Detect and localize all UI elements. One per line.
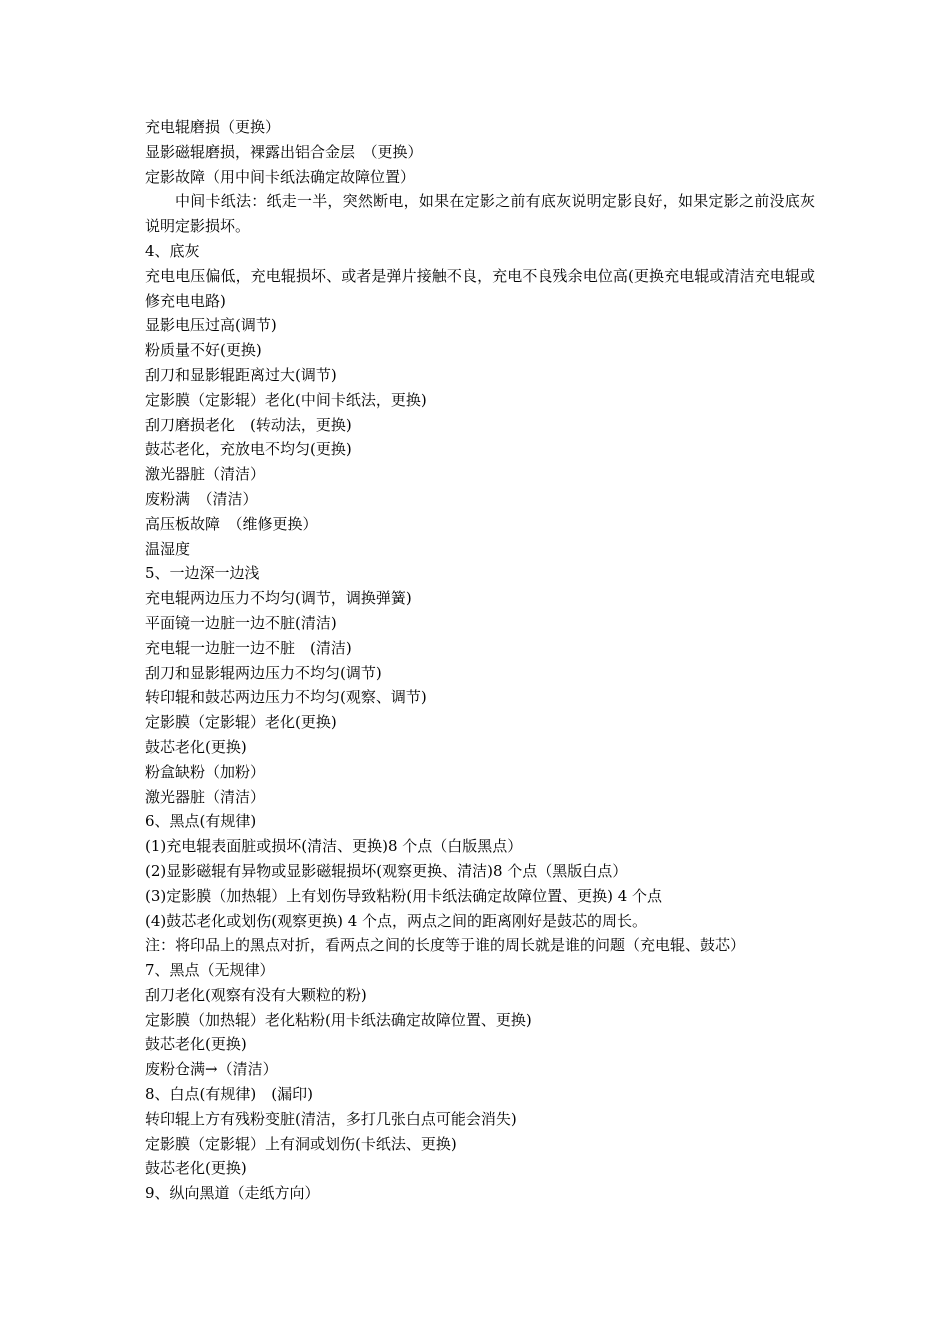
text-line: 8、白点(有规律) (漏印): [145, 1085, 313, 1104]
text-paragraph: 充电电压偏低，充电辊损坏、或者是弹片接触不良，充电不良残余电位高(更换充电辊或清洁充电辊或修充电电路): [145, 266, 815, 310]
text-line: 粉质量不好(更换): [145, 341, 262, 360]
text-line: 7、黑点（无规律）: [145, 961, 275, 980]
text-line: 充电辊两边压力不均匀(调节，调换弹簧): [145, 589, 412, 608]
text-line: 激光器脏（清洁）: [145, 465, 266, 484]
text-line: 定影故障（用中间卡纸法确定故障位置）: [145, 167, 416, 186]
text-line: 转印辊上方有残粉变脏(清洁，多打几张白点可能会消失): [145, 1109, 517, 1128]
text-line: 鼓芯老化(更换): [145, 1035, 247, 1054]
text-line: 定影膜（定影辊）老化(中间卡纸法，更换): [145, 390, 427, 409]
text-line: (3)定影膜（加热辊）上有划伤导致粘粉(用卡纸法确定故障位置、更换) 4 个点: [145, 886, 663, 905]
text-line: 充电辊一边脏一边不脏 (清洁): [145, 638, 352, 657]
text-line: 显影电压过高(调节): [145, 316, 277, 335]
text-line: (2)显影磁辊有异物或显影磁辊损坏(观察更换、清洁)8 个点（黑版白点）: [145, 861, 628, 880]
text-line: 刮刀磨损老化 (转动法，更换): [145, 415, 352, 434]
text-line: 刮刀和显影辊两边压力不均匀(调节): [145, 663, 382, 682]
text-line: 4、底灰: [145, 241, 200, 260]
text-line: 定影膜（定影辊）老化(更换): [145, 713, 337, 732]
text-line: 激光器脏（清洁）: [145, 787, 266, 806]
text-line: 定影膜（加热辊）老化粘粉(用卡纸法确定故障位置、更换): [145, 1010, 532, 1029]
text-line: 5、一边深一边浅: [145, 564, 260, 583]
text-line: 废粉满 （清洁）: [145, 489, 258, 508]
text-line: 注：将印品上的黑点对折，看两点之间的长度等于谁的周长就是谁的问题（充电辊、鼓芯）: [145, 936, 746, 955]
text-line: 显影磁辊磨损，裸露出铝合金层 （更换）: [145, 142, 423, 161]
text-line: 鼓芯老化(更换): [145, 1159, 247, 1178]
text-line: 粉盒缺粉（加粉）: [145, 762, 266, 781]
text-paragraph: 中间卡纸法：纸走一半，突然断电，如果在定影之前有底灰说明定影良好，如果定影之前没底灰说明定影损坏。: [145, 192, 815, 236]
text-line: 鼓芯老化(更换): [145, 737, 247, 756]
text-line: 高压板故障 （维修更换）: [145, 514, 318, 533]
text-line: 刮刀老化(观察有没有大颗粒的粉): [145, 985, 367, 1004]
text-line: 废粉仓满→（清洁）: [145, 1060, 278, 1079]
document-body: [145, 115, 815, 1206]
text-line: 6、黑点(有规律): [145, 812, 257, 831]
text-line: 鼓芯老化，充放电不均匀(更换): [145, 440, 352, 459]
text-line: (4)鼓芯老化或划伤(观察更换) 4 个点，两点之间的距离刚好是鼓芯的周长。: [145, 911, 648, 930]
text-line: 定影膜（定影辊）上有洞或划伤(卡纸法、更换): [145, 1134, 457, 1153]
text-line: 9、纵向黑道（走纸方向）: [145, 1184, 320, 1203]
text-line: (1)充电辊表面脏或损坏(清洁、更换)8 个点（白版黑点）: [145, 837, 523, 856]
text-line: 转印辊和鼓芯两边压力不均匀(观察、调节): [145, 688, 427, 707]
text-line: 平面镜一边脏一边不脏(清洁): [145, 613, 337, 632]
text-line: 刮刀和显影辊距离过大(调节): [145, 365, 337, 384]
text-line: 充电辊磨损（更换）: [145, 118, 281, 136]
text-line: 温湿度: [145, 539, 191, 558]
